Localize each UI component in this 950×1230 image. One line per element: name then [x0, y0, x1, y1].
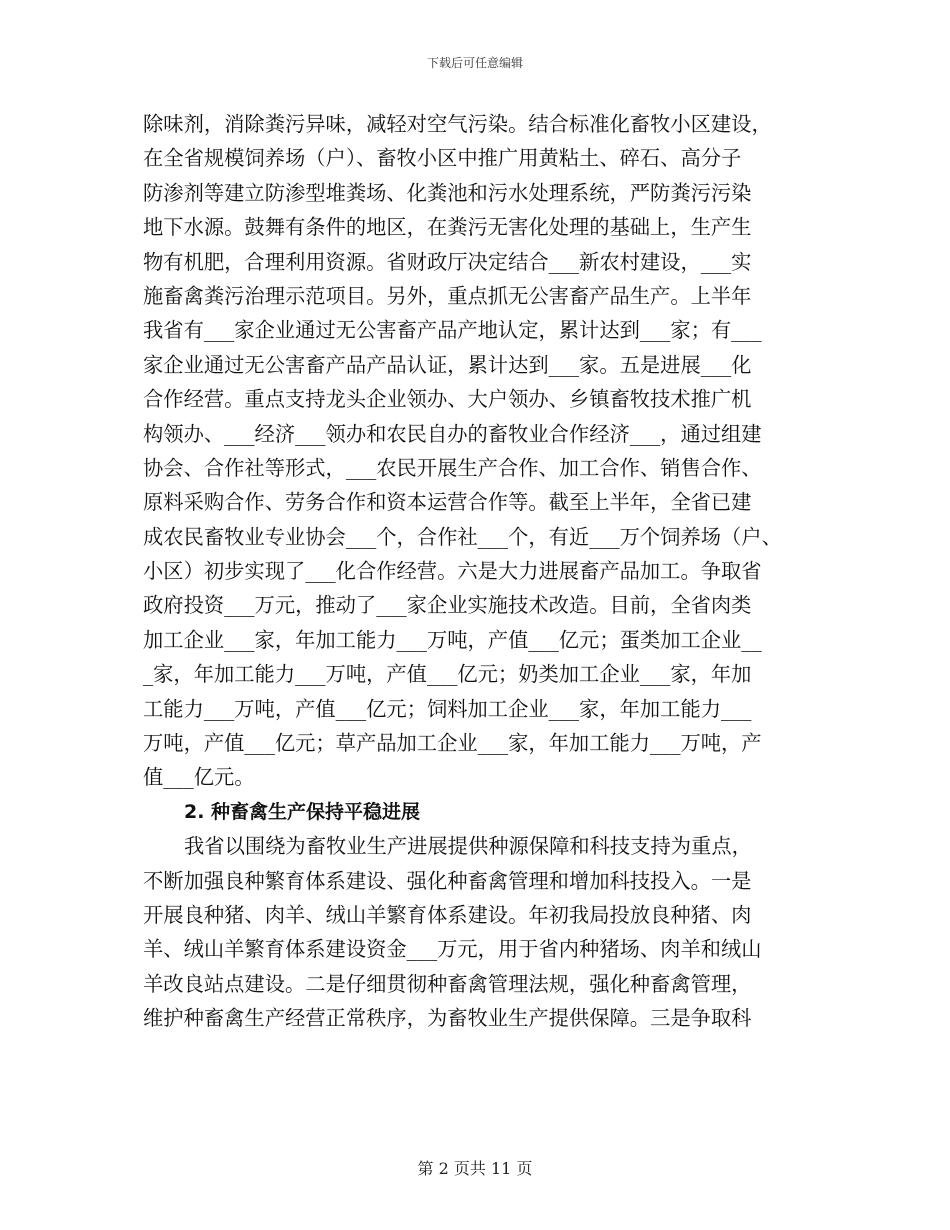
text-line: 值___亿元。: [143, 765, 255, 790]
text-line: 除味剂，消除粪污异味，减轻对空气污染。结合标准化畜牧小区建设，: [143, 112, 772, 136]
text-line: 构领办、___经济___领办和农民自办的畜牧业合作经济___，通过组建: [143, 421, 762, 446]
text-line: 原料采购合作、劳务合作和资本运营合作等。截至上半年，全省已建: [143, 490, 752, 515]
text-line: 地下水源。鼓舞有条件的地区，在粪污无害化处理的基础上，生产生: [143, 215, 752, 240]
text-line: 维护种畜禽生产经营正常秩序，为畜牧业生产提供保障。三是争取科: [143, 1006, 752, 1031]
text-line: 在全省规模饲养场（户）、畜牧小区中推广用黄粘土、碎石、高分子: [143, 146, 742, 171]
text-line: 工能力___万吨，产值___亿元；饲料加工企业___家，年加工能力___: [143, 696, 752, 721]
document-body: [143, 107, 808, 1036]
text-line: _家，年加工能力___万吨，产值___亿元；奶类加工企业___家，年加: [143, 662, 752, 687]
text-line: 不断加强良种繁育体系建设、强化种畜禽管理和增加科技投入。一是: [143, 868, 752, 893]
text-line: 协会、合作社等形式，___农民开展生产合作、加工合作、销售合作、: [143, 455, 762, 480]
text-line: 成农民畜牧业专业协会___个，合作社___个，有近___万个饲养场（户、: [143, 524, 782, 549]
text-line: 合作经营。重点支持龙头企业领办、大户领办、乡镇畜牧技术推广机: [143, 387, 752, 412]
text-line: 小区）初步实现了___化合作经营。六是大力进展畜产品加工。争取省: [143, 559, 762, 584]
page-footer: 第 2 页共 11 页: [417, 1159, 533, 1178]
text-line: 政府投资___万元，推动了___家企业实施技术改造。目前，全省肉类: [143, 593, 752, 618]
page-header: 下载后可任意编辑: [426, 56, 523, 70]
text-line: 防渗剂等建立防渗型堆粪场、化粪池和污水处理系统，严防粪污污染: [143, 180, 752, 205]
text-line: 万吨，产值___亿元；草产品加工企业___家，年加工能力___万吨，产: [143, 731, 762, 756]
text-line: 我省有___家企业通过无公害畜产品产地认定，累计达到___家；有___: [143, 318, 762, 343]
section-heading: 2. 种畜禽生产保持平稳进展: [184, 800, 421, 823]
text-line: 羊改良站点建设。二是仔细贯彻种畜禽管理法规，强化种畜禽管理，: [143, 971, 752, 996]
text-line: 开展良种猪、肉羊、绒山羊繁育体系建设。年初我局投放良种猪、肉: [143, 902, 752, 927]
text-line: 我省以围绕为畜牧业生产进展提供种源保障和科技支持为重点，: [184, 834, 752, 859]
text-line: 羊、绒山羊繁育体系建设资金___万元，用于省内种猪场、肉羊和绒山: [143, 937, 762, 962]
text-line: 物有机肥，合理利用资源。省财政厅决定结合___新农村建设，___实: [143, 249, 752, 274]
text-line: 家企业通过无公害畜产品产品认证，累计达到___家。五是进展___化: [143, 352, 752, 377]
text-line: 加工企业___家，年加工能力___万吨，产值___亿元；蛋类加工企业__: [143, 627, 762, 652]
text-line: 施畜禽粪污治理示范项目。另外，重点抓无公害畜产品生产。上半年: [143, 283, 752, 308]
